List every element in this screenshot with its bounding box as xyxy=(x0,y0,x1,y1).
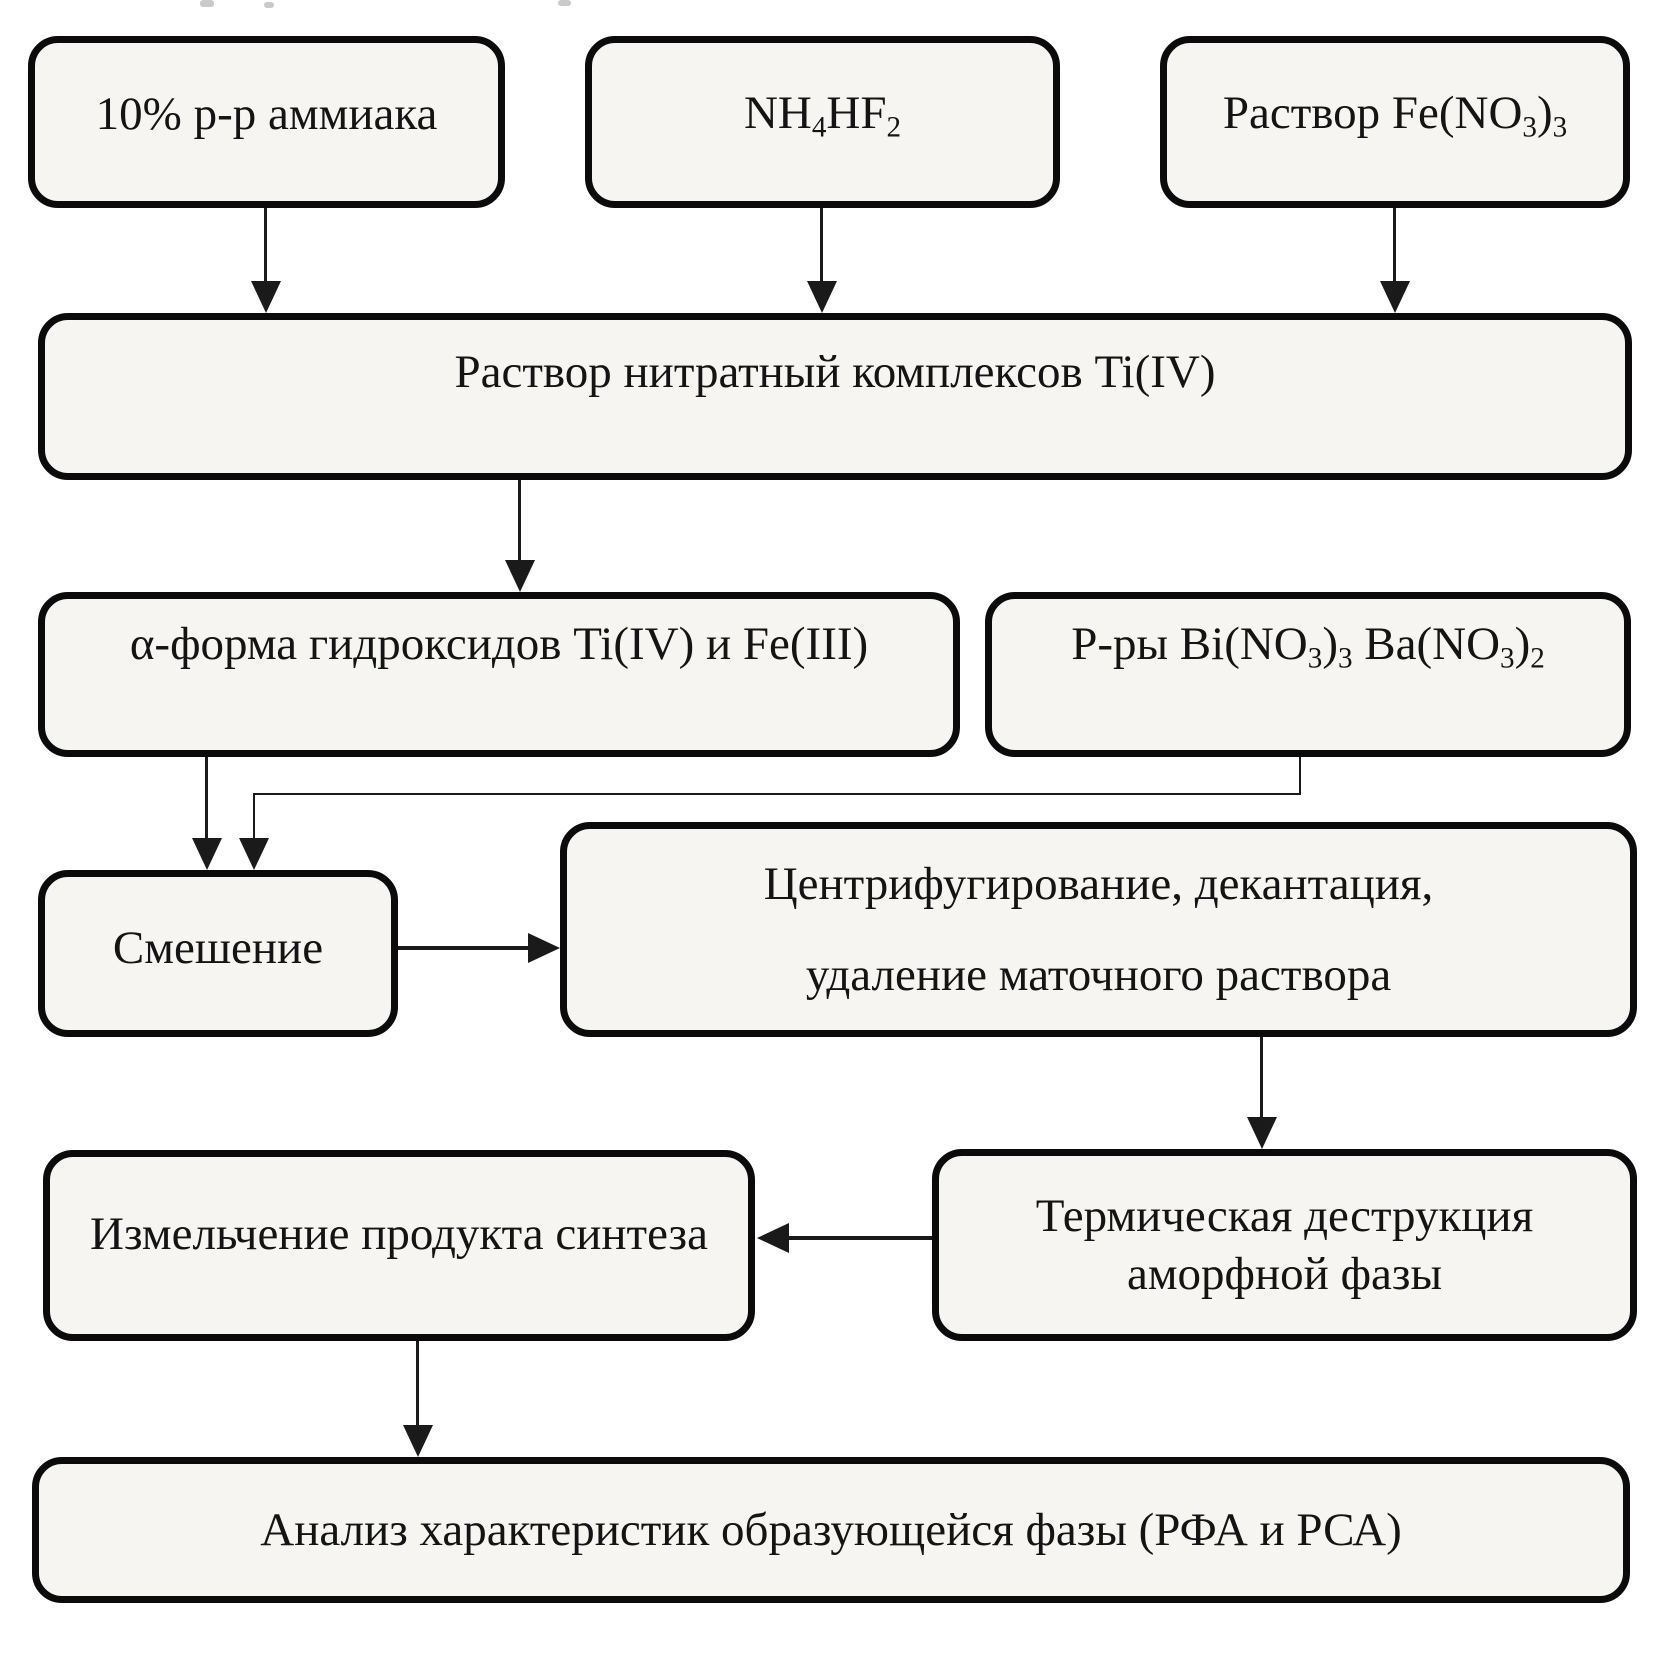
node-label: Р-ры $Bi(NO_3)_3$ $Ba(NO_3)_2$ xyxy=(1071,617,1545,675)
node-label: Раствор $Fe(NO_3)_3$ xyxy=(1222,87,1568,144)
edge-nh4hf2-to-ti-nitrate-line xyxy=(820,208,823,285)
node-label: Смешение xyxy=(112,922,324,975)
node-phase-analysis xyxy=(32,1457,1630,1603)
node-fe-nitrate-solution xyxy=(1160,36,1630,208)
node-ammonia-solution xyxy=(28,36,505,208)
node-label-line1: Термическая деструкция xyxy=(1035,1189,1534,1242)
edge-mixing-to-centrifuge-line xyxy=(398,946,532,950)
node-label: 10% р-р аммиака xyxy=(95,87,438,140)
edge-centrifuge-to-thermal-arrowhead xyxy=(1247,1117,1277,1149)
cropped-text-artifact xyxy=(264,2,274,8)
edge-alpha-to-mixing-line xyxy=(205,757,208,842)
node-nh4hf2 xyxy=(585,36,1060,208)
cropped-text-artifact xyxy=(558,0,571,6)
node-label: Анализ характеристик образующейся фазы (РФА и РСА) xyxy=(260,1503,1402,1556)
edge-grinding-to-analysis-arrowhead xyxy=(403,1425,433,1457)
node-alpha-hydroxides xyxy=(38,592,960,757)
edge-biba-to-mixing-horizontal xyxy=(253,793,1301,795)
node-label-line2: аморфной фазы xyxy=(1126,1248,1443,1300)
node-label: $NH_4HF_2$ xyxy=(743,87,902,144)
edge-grinding-to-analysis-line xyxy=(416,1341,419,1429)
node-label: α-форма гидроксидов Ti(IV) и Fe(III) xyxy=(129,618,869,671)
node-label-line1: Центрифугирование, декантация, xyxy=(763,858,1434,911)
edge-biba-to-mixing-arrowhead xyxy=(239,838,269,870)
node-label-line2: удаление маточного раствора xyxy=(805,948,1392,1001)
edge-centrifuge-to-thermal-line xyxy=(1260,1037,1263,1121)
node-thermal-destruction xyxy=(932,1149,1637,1341)
edge-mixing-to-centrifuge-arrowhead xyxy=(528,933,560,963)
edge-thermal-to-grinding-line xyxy=(785,1236,932,1240)
edge-fe-nitrate-to-ti-nitrate-arrowhead xyxy=(1380,281,1410,313)
cropped-text-artifact xyxy=(200,0,214,7)
edge-ti-nitrate-to-alpha-arrowhead xyxy=(505,560,535,592)
edge-biba-to-mixing-drop xyxy=(253,793,255,842)
node-ti-nitrate-complex-solution xyxy=(38,313,1632,480)
edge-nh4hf2-to-ti-nitrate-arrowhead xyxy=(807,281,837,313)
node-label: Измельчение продукта синтеза xyxy=(90,1208,708,1261)
edge-ammonia-to-ti-nitrate-line xyxy=(264,208,267,285)
node-mixing xyxy=(38,870,398,1037)
edge-ti-nitrate-to-alpha-line xyxy=(518,480,521,564)
edge-thermal-to-grinding-arrowhead xyxy=(757,1223,789,1253)
edge-fe-nitrate-to-ti-nitrate-line xyxy=(1393,208,1396,285)
edge-biba-to-mixing-stub xyxy=(1299,757,1301,795)
edge-alpha-to-mixing-arrowhead xyxy=(192,838,222,870)
node-centrifuge-decantation xyxy=(560,822,1637,1037)
edge-ammonia-to-ti-nitrate-arrowhead xyxy=(251,281,281,313)
node-label: Раствор нитратный комплексов Ti(IV) xyxy=(454,346,1216,399)
node-grinding-product xyxy=(43,1150,755,1341)
node-bi-ba-nitrate-solutions xyxy=(985,592,1631,757)
